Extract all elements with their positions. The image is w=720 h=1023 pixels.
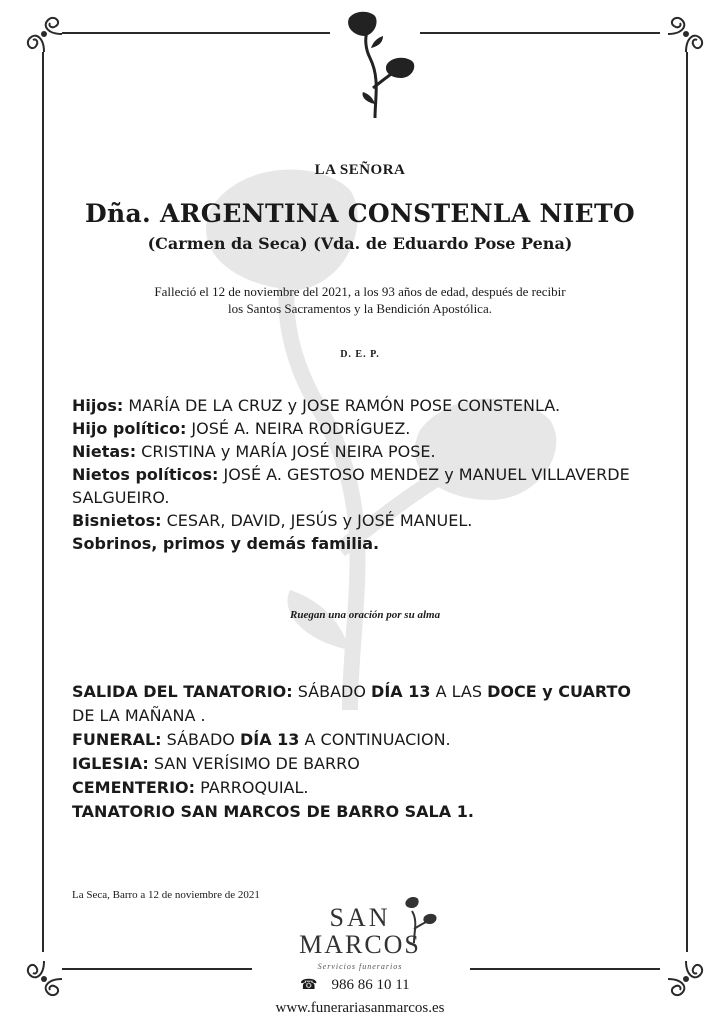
- family-bisnietos-value: CESAR, DAVID, JESÚS y JOSÉ MANUEL.: [161, 511, 473, 530]
- family-nietas: [72, 440, 702, 463]
- family-hijo-politico: [72, 417, 702, 440]
- website-link[interactable]: www.funerariasanmarcos.es: [275, 1000, 445, 1016]
- service-salida-text-3: DE LA MAÑANA .: [72, 706, 206, 725]
- phone-icon: ☎: [300, 978, 318, 993]
- service-salida-label: SALIDA DEL TANATORIO:: [72, 682, 293, 701]
- family-others-text: Sobrinos, primos y demás familia.: [72, 534, 380, 553]
- deceased-name: Dña. ARGENTINA CONSTENLA NIETO: [85, 199, 635, 228]
- frame-top-right: [420, 32, 660, 34]
- phone-line: [300, 977, 410, 994]
- service-tanatorio: [72, 800, 682, 824]
- family-nietas-value: CRISTINA y MARÍA JOSÉ NEIRA POSE.: [136, 442, 436, 461]
- death-notice-text: [0, 283, 720, 317]
- service-funeral-text-1: SÁBADO: [161, 730, 240, 749]
- service-details: [72, 680, 682, 824]
- frame-left: [42, 52, 44, 952]
- family-hijo-politico-label: Hijo político:: [72, 419, 187, 438]
- family-nietos-politicos: [72, 463, 632, 509]
- service-tanatorio-text: TANATORIO SAN MARCOS DE BARRO SALA 1.: [72, 802, 474, 821]
- heading: LA SEÑORA: [314, 162, 406, 178]
- logo-san: SAN: [329, 903, 391, 932]
- service-cementerio-label: CEMENTERIO:: [72, 778, 196, 797]
- service-funeral-text-2: A CONTINUACION.: [299, 730, 451, 749]
- family-hijos-label: Hijos:: [72, 396, 124, 415]
- service-cementerio: [72, 776, 682, 800]
- service-iglesia-label: IGLESIA:: [72, 754, 149, 773]
- service-cementerio-value: PARROQUIAL.: [195, 778, 309, 797]
- family-nietos-politicos-label: Nietos políticos:: [72, 465, 219, 484]
- service-funeral-day: DÍA 13: [239, 730, 300, 749]
- service-funeral-label: FUNERAL:: [72, 730, 162, 749]
- death-notice-line-1: Falleció el 12 de noviembre del 2021, a los 93 años de edad, después de recibir: [154, 284, 566, 299]
- service-salida-text-1: SÁBADO: [292, 682, 372, 701]
- death-notice-line-2: los Santos Sacramentos y la Bendición Apostólica.: [228, 301, 492, 316]
- service-iglesia-value: SAN VERÍSIMO DE BARRO: [148, 754, 360, 773]
- service-salida: [72, 680, 652, 728]
- family-hijos-value: MARÍA DE LA CRUZ y JOSE RAMÓN POSE CONSTENLA.: [123, 396, 561, 415]
- service-funeral: [72, 728, 682, 752]
- family-others: [72, 532, 702, 555]
- flower-icon: [335, 8, 425, 126]
- family-nietos-politicos-value: JOSÉ A. GESTOSO MENDEZ y MANUEL VILLAVERDE SALGUEIRO.: [72, 465, 630, 507]
- corner-ornament-top-left: [18, 8, 78, 68]
- family-hijo-politico-value: JOSÉ A. NEIRA RODRÍGUEZ.: [186, 419, 411, 438]
- family-bisnietos-label: Bisnietos:: [72, 511, 162, 530]
- logo-subtitle: Servicios funerarios: [317, 962, 403, 971]
- logo-marcos: MARCOS: [299, 930, 421, 959]
- deceased-alias: (Carmen da Seca) (Vda. de Eduardo Pose Pena): [147, 234, 573, 253]
- family-list: [72, 394, 702, 555]
- service-salida-time: DOCE y CUARTO: [487, 682, 631, 701]
- rip-label: D. E. P.: [340, 349, 380, 360]
- corner-ornament-top-right: [652, 8, 712, 68]
- frame-top-left: [62, 32, 330, 34]
- prayer-request: Ruegan una oración por su alma: [290, 609, 441, 621]
- phone-number: 986 86 10 11: [331, 977, 410, 993]
- service-salida-day: DÍA 13: [371, 682, 431, 701]
- place-date: La Seca, Barro a 12 de noviembre de 2021: [72, 889, 260, 901]
- service-salida-text-2: A LAS: [430, 682, 488, 701]
- family-bisnietos: [72, 509, 702, 532]
- service-iglesia: [72, 752, 682, 776]
- family-hijos: [72, 394, 702, 417]
- family-nietas-label: Nietas:: [72, 442, 137, 461]
